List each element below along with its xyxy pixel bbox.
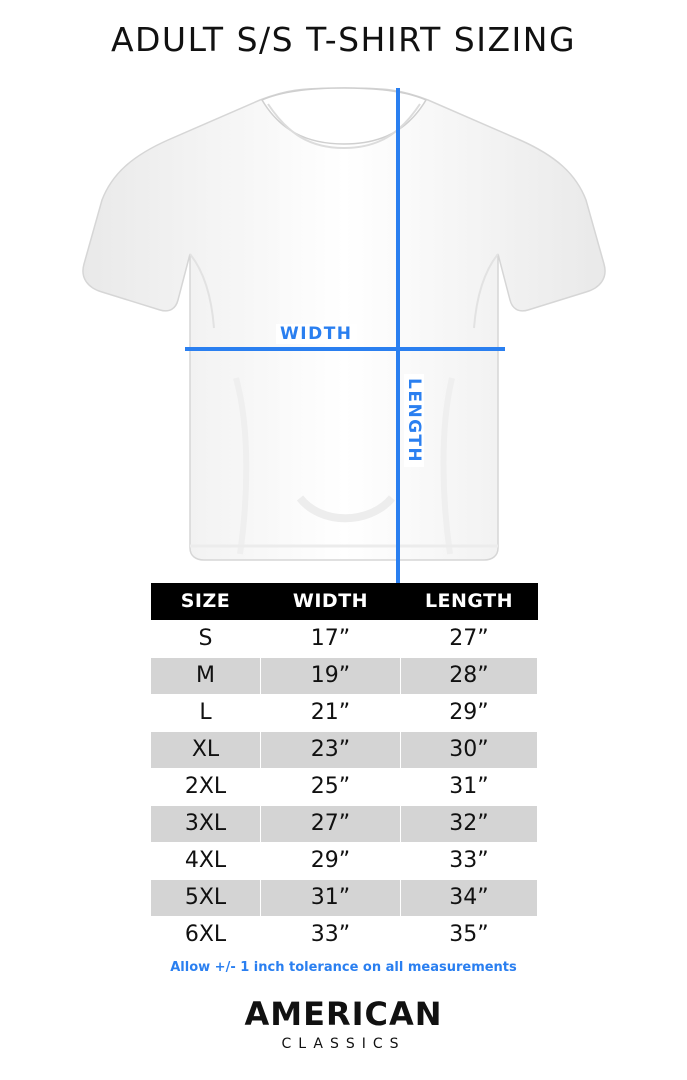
- cell-size: XL: [151, 732, 261, 769]
- table-row: [151, 880, 538, 917]
- cell-width: 23”: [261, 732, 401, 769]
- table-row: [151, 917, 538, 954]
- cell-width: 29”: [261, 843, 401, 880]
- cell-size: 5XL: [151, 880, 261, 917]
- brand-subtitle: CLASSICS: [281, 1036, 406, 1052]
- cell-size: L: [151, 695, 261, 732]
- tshirt-diagram: [0, 78, 687, 568]
- tolerance-note: Allow +/- 1 inch tolerance on all measurements: [170, 960, 517, 975]
- page-title: ADULT S/S T-SHIRT SIZING: [110, 20, 577, 59]
- cell-length: 32”: [401, 806, 538, 843]
- size-table: [150, 583, 538, 954]
- column-header-size: SIZE: [151, 583, 261, 621]
- cell-width: 33”: [261, 917, 401, 954]
- cell-width: 17”: [261, 621, 401, 658]
- cell-width: 31”: [261, 880, 401, 917]
- brand-name: AMERICAN: [244, 995, 443, 1033]
- cell-size: S: [151, 621, 261, 658]
- cell-size: 4XL: [151, 843, 261, 880]
- cell-length: 30”: [401, 732, 538, 769]
- table-row: [151, 732, 538, 769]
- cell-size: 2XL: [151, 769, 261, 806]
- table-row: [151, 621, 538, 658]
- cell-length: 27”: [401, 621, 538, 658]
- cell-length: 28”: [401, 658, 538, 695]
- width-label: WIDTH: [276, 324, 357, 344]
- column-header-length: LENGTH: [401, 583, 538, 621]
- width-measure-line: [185, 347, 505, 351]
- size-table-container: [150, 583, 537, 954]
- table-row: [151, 843, 538, 880]
- cell-length: 33”: [401, 843, 538, 880]
- cell-size: M: [151, 658, 261, 695]
- cell-size: 6XL: [151, 917, 261, 954]
- table-header-row: [151, 583, 538, 621]
- cell-width: 27”: [261, 806, 401, 843]
- table-row: [151, 695, 538, 732]
- cell-length: 31”: [401, 769, 538, 806]
- table-row: [151, 658, 538, 695]
- length-label: LENGTH: [404, 374, 424, 467]
- cell-width: 21”: [261, 695, 401, 732]
- table-row: [151, 769, 538, 806]
- cell-width: 25”: [261, 769, 401, 806]
- cell-length: 29”: [401, 695, 538, 732]
- cell-length: 34”: [401, 880, 538, 917]
- length-measure-line: [396, 88, 400, 640]
- column-header-width: WIDTH: [261, 583, 401, 621]
- cell-length: 35”: [401, 917, 538, 954]
- cell-size: 3XL: [151, 806, 261, 843]
- table-row: [151, 806, 538, 843]
- cell-width: 19”: [261, 658, 401, 695]
